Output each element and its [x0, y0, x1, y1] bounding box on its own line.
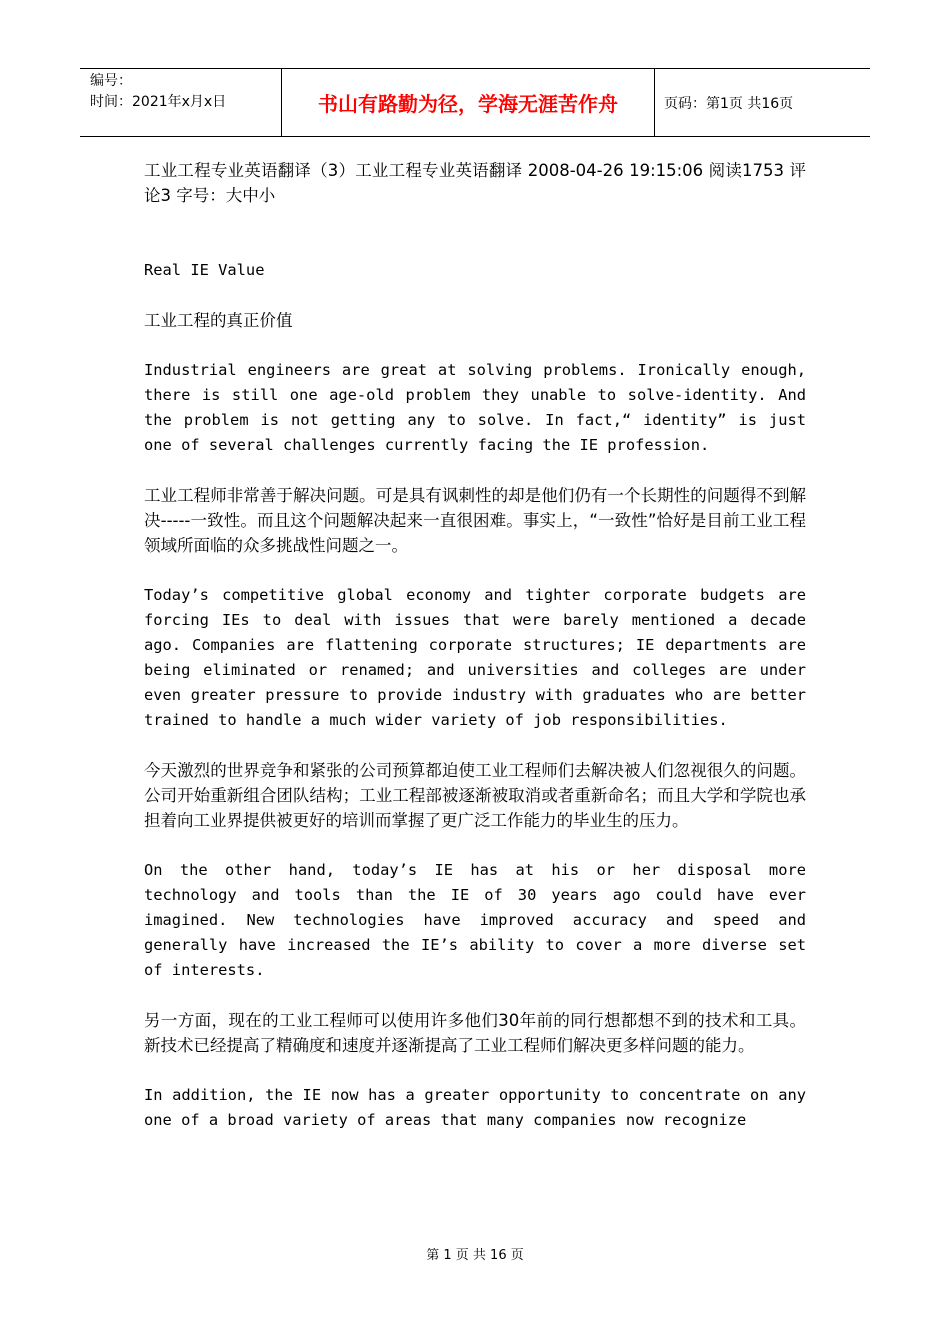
document-date: 时间：2021年x月x日: [90, 94, 227, 110]
article-title-en: Real IE Value: [144, 261, 265, 279]
paragraph-en: In addition, the IE now has a greater opportunity to concentrate on any one of a broad variety of areas that many companies now recognize: [144, 1086, 806, 1129]
article-title-zh: 工业工程的真正价值: [144, 311, 293, 330]
paragraph-zh: 另一方面，现在的工业工程师可以使用许多他们30年前的同行想都想不到的技术和工具。新技术已经提高了精确度和速度并逐渐提高了工业工程师们解决更多样问题的能力。: [144, 1011, 806, 1055]
page-header: [80, 68, 870, 137]
paragraph-zh: 工业工程师非常善于解决问题。可是具有讽刺性的却是他们仍有一个长期性的问题得不到解决-----一致性。而且这个问题解决起来一直很困难。事实上，“一致性”恰好是目前工业工程领域所面临的众多挑战性问题之一。: [144, 486, 806, 555]
paragraph-en: Today’s competitive global economy and tighter corporate budgets are forcing IEs to deal with issues that were barely mentioned a decade ago. Companies are flattening corporate structures; IE departments are being eliminated or renamed; and universities and colleges are under even greater pressure to provide industry with graduates who are better trained to handle a much wider variety of job responsibilities.: [144, 586, 806, 729]
paragraph-en: On the other hand, today’s IE has at his or her disposal more technology and tools than the IE of 30 years ago could have ever imagined. New technologies have improved accuracy and speed and generally have increased the IE’s ability to cover a more diverse set of interests.: [144, 861, 806, 979]
document-number-label: 编号：: [90, 73, 132, 89]
page-footer: 第 1 页 共 16 页: [426, 1248, 524, 1263]
article-meta: 工业工程专业英语翻译（3）工业工程专业英语翻译 2008-04-26 19:15:06 阅读1753 评论3 字号：大中小: [144, 161, 806, 205]
header-page-code: 页码：第1页 共16页: [664, 95, 794, 112]
article-body: [144, 158, 806, 1133]
header-divider: [654, 69, 655, 136]
paragraph-zh: 今天激烈的世界竞争和紧张的公司预算都迫使工业工程师们去解决被人们忽视很久的问题。公司开始重新组合团队结构；工业工程部被逐渐被取消或者重新命名；而且大学和学院也承担着向工业界提供被更好的培训而掌握了更广泛工作能力的毕业生的压力。: [144, 761, 806, 830]
header-motto: 书山有路勤为径，学海无涯苦作舟: [318, 92, 618, 116]
paragraph-en: Industrial engineers are great at solving problems. Ironically enough, there is still one age-old problem they unable to solve-identity. And the problem is not getting any to solve. In fact,“ identity” is just one of several challenges currently facing the IE profession.: [144, 361, 806, 454]
header-info: [90, 71, 280, 113]
